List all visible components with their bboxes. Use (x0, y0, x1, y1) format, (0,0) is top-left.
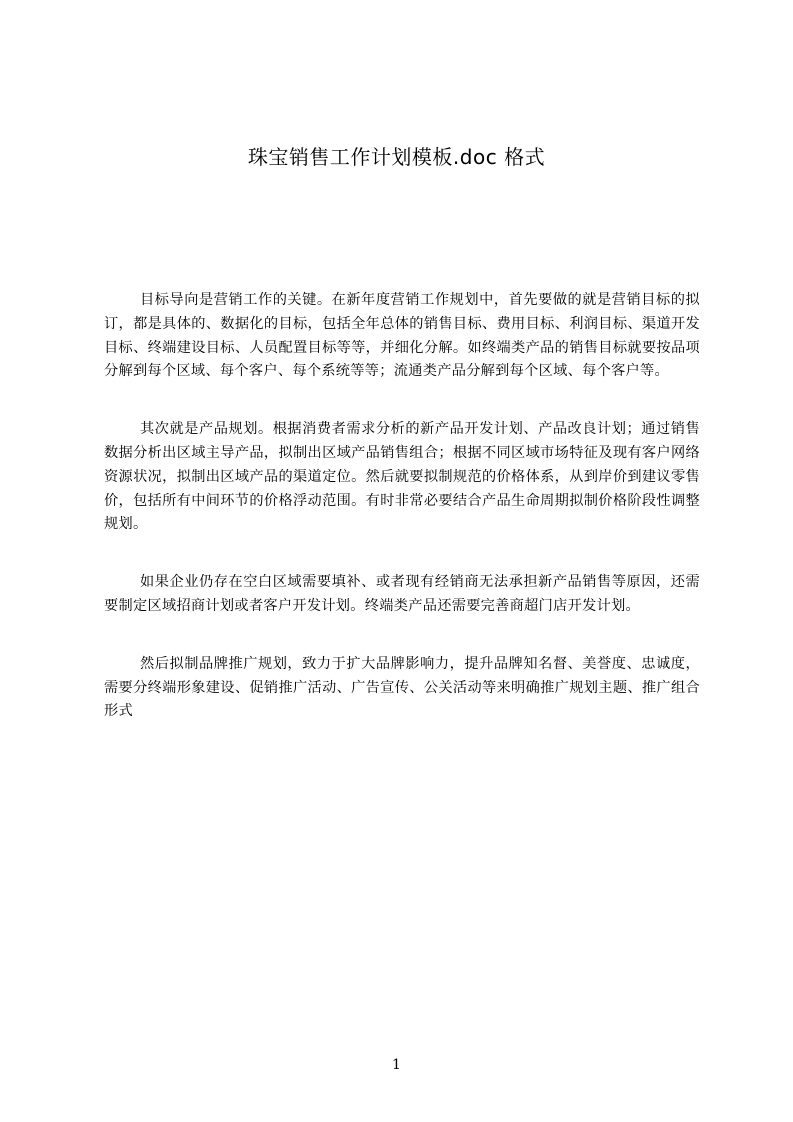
paragraph-regional-recruitment: 如果企业仍存在空白区域需要填补、或者现有经销商无法承担新产品销售等原因，还需要制定区域招商计划或者客户开发计划。终端类产品还需要完善商超门店开发计划。 (104, 574, 700, 614)
page-number: 1 (392, 1057, 401, 1073)
paragraph-brand-promotion: 然后拟制品牌推广规划，致力于扩大品牌影响力，提升品牌知名督、美誉度、忠诚度，需要分终端形象建设、促销推广活动、广告宣传、公关活动等来明确推广规划主题、推广组合形式 (104, 655, 700, 720)
document-title: 珠宝销售工作计划模板.doc 格式 (247, 145, 546, 169)
paragraph-product-planning: 其次就是产品规划。根据消费者需求分析的新产品开发计划、产品改良计划；通过销售数据分析出区域主导产品，拟制出区域产品销售组合；根据不同区域市场特征及现有客户网络资源状况，拟制出区域产品的渠道定位。然后就要拟制规范的价格体系，从到岸价到建议零售价，包括所有中间环节的价格浮动范围。有时非常必要结合产品生命周期拟制价格阶段性调整规划。 (104, 421, 700, 533)
paragraph-sales-targets: 目标导向是营销工作的关键。在新年度营销工作规划中，首先要做的就是营销目标的拟订，都是具体的、数据化的目标，包括全年总体的销售目标、费用目标、利润目标、渠道开发目标、终端建设目标、人员配置目标等等，并细化分解。如终端类产品的销售目标就要按品项分解到每个区域、每个客户、每个系统等等；流通类产品分解到每个区域、每个客户等。 (104, 292, 700, 380)
document-body (104, 289, 700, 758)
